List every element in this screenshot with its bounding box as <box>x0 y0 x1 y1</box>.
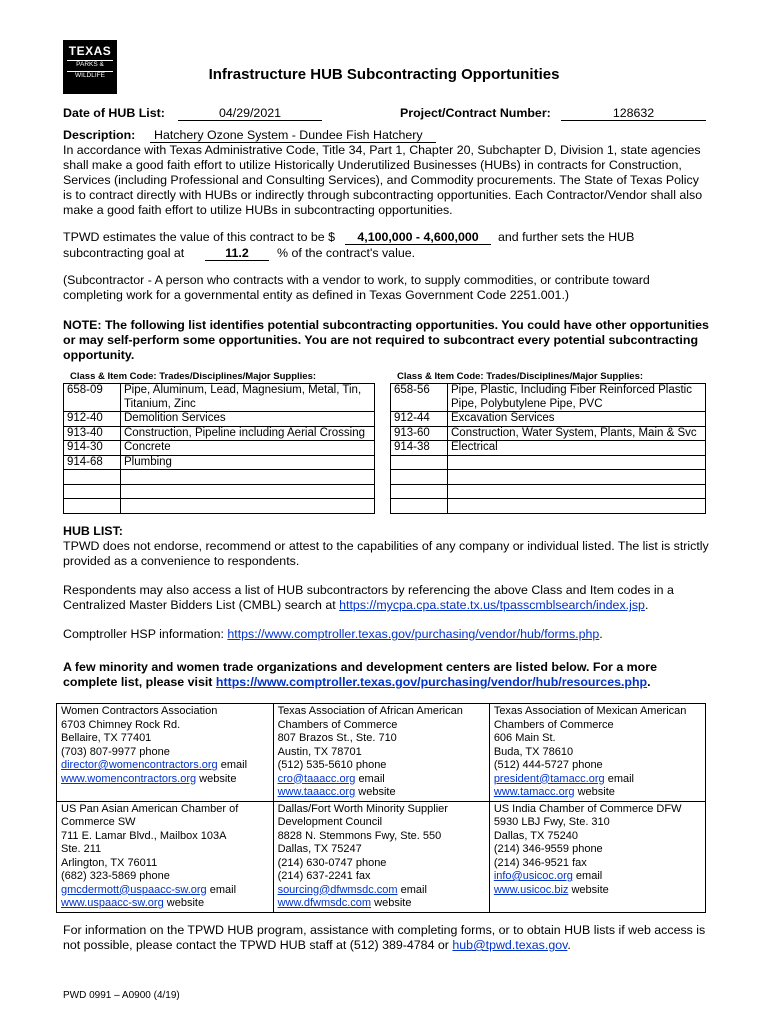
table-row <box>391 412 706 427</box>
org-website-row <box>494 786 701 800</box>
item-description: Excavation Services <box>448 412 706 427</box>
item-description <box>121 470 375 485</box>
org-website-row <box>61 773 269 787</box>
table-row <box>64 384 375 412</box>
item-code: 913-40 <box>64 426 121 441</box>
logo-line-3: WILDLIFE <box>67 71 113 80</box>
hsp-paragraph: Comptroller HSP information: https://www.comptroller.texas.gov/purchasing/vendor/hub/forms.php. <box>63 627 603 641</box>
org-line: (512) 535-5610 phone <box>277 759 387 771</box>
left-table-header: Class & Item Code: Trades/Disciplines/Major Supplies: <box>70 371 317 382</box>
org-website-link[interactable]: www.tamacc.org <box>493 786 575 798</box>
cmbl-link[interactable]: https://mycpa.cpa.state.tx.us/tpasscmblsearch/index.jsp <box>339 598 645 612</box>
website-suffix: website <box>374 897 412 909</box>
org-email-link[interactable]: sourcing@dfwmsdc.com <box>277 883 398 896</box>
email-suffix: email <box>220 759 248 771</box>
item-description <box>448 455 706 470</box>
email-suffix: email <box>400 883 427 896</box>
organization-cell <box>489 704 705 802</box>
table-row <box>391 484 706 499</box>
item-code <box>391 455 448 470</box>
org-email-row <box>278 884 485 898</box>
website-suffix: website <box>199 772 237 785</box>
item-description <box>448 499 706 514</box>
table-row <box>391 470 706 485</box>
org-website-row <box>61 897 269 911</box>
item-code: 658-56 <box>391 384 448 412</box>
organization-cell <box>57 704 274 802</box>
org-email-row <box>494 773 701 787</box>
org-line: Dallas, TX 75240 <box>493 829 578 842</box>
item-code <box>64 499 121 514</box>
resources-link[interactable]: https://www.comptroller.texas.gov/purchasing/vendor/hub/resources.php <box>215 675 648 689</box>
date-value: 04/29/2021 <box>178 106 322 121</box>
table-row <box>64 499 375 514</box>
org-email-row <box>61 884 269 898</box>
email-suffix: email <box>575 870 603 882</box>
org-website-link[interactable]: www.usicoc.biz <box>493 883 569 896</box>
org-email-link[interactable]: president@tamacc.org <box>493 772 605 785</box>
item-description: Construction, Pipeline including Aerial Crossing <box>121 426 375 441</box>
org-line: (214) 346-9559 phone <box>493 843 603 855</box>
organizations-table <box>56 703 706 913</box>
org-website-link[interactable]: www.taaacc.org <box>277 786 356 798</box>
org-line: (682) 323-5869 phone <box>61 870 170 882</box>
item-description: Electrical <box>448 441 706 456</box>
item-code <box>391 499 448 514</box>
organization-cell <box>273 704 489 802</box>
hub-list-heading: HUB LIST: <box>63 524 123 538</box>
estimate-value: 4,100,000 - 4,600,000 <box>345 230 491 245</box>
hsp-label: Comptroller HSP information: <box>63 627 224 641</box>
item-code <box>391 470 448 485</box>
subcontractor-definition: (Subcontractor - A person who contracts with a vendor to work, to supply commodities, or contribute toward completing work for a governmental entity as defined in Texas Government Code 2251.001.) <box>63 273 650 302</box>
right-table-header: Class & Item Code: Trades/Disciplines/Major Supplies: <box>397 371 644 382</box>
org-website-row <box>278 897 485 911</box>
org-line: (703) 807-9977 phone <box>61 745 170 758</box>
org-line: Buda, TX 78610 <box>493 745 574 758</box>
item-code: 912-44 <box>391 412 448 427</box>
org-website-link[interactable]: www.womencontractors.org <box>61 772 197 785</box>
goal-suffix: % of the contract's value. <box>277 246 416 260</box>
org-line: Texas Association of African American Chambers of Commerce <box>277 705 463 731</box>
org-line: Women Contractors Association <box>61 705 218 717</box>
website-suffix: website <box>358 786 396 798</box>
item-description <box>448 484 706 499</box>
table-row <box>64 470 375 485</box>
org-line: Dallas/Fort Worth Minority Supplier Development Council <box>277 802 448 828</box>
item-code: 913-60 <box>391 426 448 441</box>
org-website-row <box>494 884 701 898</box>
org-line: Dallas, TX 75247 <box>277 843 362 855</box>
org-email-row <box>61 759 269 773</box>
item-code: 914-68 <box>64 455 121 470</box>
project-value: 128632 <box>561 106 706 121</box>
org-line: Ste. 211 <box>61 843 102 855</box>
description-value: Hatchery Ozone System - Dundee Fish Hatchery <box>150 128 436 143</box>
logo-line-1: TEXAS <box>68 44 112 58</box>
email-suffix: email <box>358 772 385 785</box>
org-email-row <box>278 773 485 787</box>
website-suffix: website <box>577 786 615 798</box>
org-line: Texas Association of Mexican American Chambers of Commerce <box>493 705 687 731</box>
item-code <box>391 484 448 499</box>
form-number: PWD 0991 – A0900 (4/19) <box>63 990 180 1001</box>
org-website-link[interactable]: www.uspaacc-sw.org <box>61 897 164 909</box>
email-suffix: email <box>209 883 237 896</box>
logo-line-2: PARKS & <box>67 60 113 69</box>
cmbl-paragraph: Respondents may also access a list of HUB subcontractors by referencing the above Class and Item codes in a Centralized Master Bidders List (CMBL) search at https://mycpa.cpa.state.tx.us/tpasscmblsearch/index.jsp. <box>63 583 674 612</box>
org-line: 711 E. Lamar Blvd., Mailbox 103A <box>61 829 227 842</box>
contact-paragraph: For information on the TPWD HUB program, assistance with completing forms, or to obtain HUB lists if web access is not possible, please contact the TPWD HUB staff at (512) 389-4784 or hub@tpwd.texas.gov. <box>63 923 706 952</box>
org-email-link[interactable]: gmcdermott@uspaacc-sw.org <box>61 883 207 896</box>
table-row <box>391 384 706 412</box>
organization-cell <box>489 801 705 912</box>
orgs-intro-text: A few minority and women trade organizations and development centers are listed below. For a more complete list, please visit <box>63 660 657 689</box>
date-label: Date of HUB List: <box>63 106 165 120</box>
intro-paragraph: In accordance with Texas Administrative Code, Title 34, Part 1, Chapter 20, Subchapter D, Division 1, state agencies shall make a good faith effort to utilize Historically Underutilized Businesses (HUBs) in contracts for Construction, Services (including Professional and Consulting Services), and Commodity procurements. The State of Texas Policy is to contract directly with HUBs or indirectly through subcontracting opportunities. Each Contractor/Vendor shall also make a good faith effort to utilize HUBs in subcontracting opportunities. <box>63 143 703 217</box>
item-description: Construction, Water System, Plants, Main & Svc <box>448 426 706 441</box>
estimate-middle: and further sets the HUB <box>498 230 635 244</box>
hsp-link[interactable]: https://www.comptroller.texas.gov/purchasing/vendor/hub/forms.php <box>227 627 600 641</box>
org-line: Bellaire, TX 77401 <box>61 732 152 744</box>
org-line: 606 Main St. <box>493 732 556 744</box>
org-line: (512) 444-5727 phone <box>493 759 603 771</box>
org-line: US Pan Asian American Chamber of Commerce SW <box>61 802 239 828</box>
website-suffix: website <box>166 897 205 909</box>
table-row <box>64 426 375 441</box>
item-description: Pipe, Plastic, Including Fiber Reinforced Plastic Pipe, Polybutylene Pipe, PVC <box>448 384 706 412</box>
item-code: 914-38 <box>391 441 448 456</box>
item-code <box>64 470 121 485</box>
note-paragraph: NOTE: The following list identifies potential subcontracting opportunities. You could have other opportunities or may self-perform some opportunities. You are not required to subcontract every potential subcontracting opportunity. <box>63 318 709 362</box>
website-suffix: website <box>571 883 609 896</box>
right-items-table <box>390 383 706 514</box>
org-website-row <box>278 786 485 800</box>
organization-cell <box>57 801 274 912</box>
orgs-intro: A few minority and women trade organizations and development centers are listed below. For a more complete list, please visit https://www.comptroller.texas.gov/purchasing/vendor/hub/resources.php. <box>63 660 657 689</box>
estimate-prefix: TPWD estimates the value of this contract to be $ <box>63 230 336 244</box>
table-row <box>391 426 706 441</box>
cmbl-text: Respondents may also access a list of HUB subcontractors by referencing the above Class and Item codes in a Centralized Master Bidders List (CMBL) search at <box>63 583 674 612</box>
page-title: Infrastructure HUB Subcontracting Opportunities <box>208 66 560 83</box>
table-row <box>391 455 706 470</box>
org-line: Austin, TX 78701 <box>277 745 362 758</box>
org-website-link[interactable]: www.dfwmsdc.com <box>277 897 372 909</box>
org-line: 6703 Chimney Rock Rd. <box>61 718 181 731</box>
org-line: (214) 346-9521 fax <box>493 856 587 869</box>
description-label: Description: <box>63 128 136 142</box>
org-line: 807 Brazos St., Ste. 710 <box>277 732 397 744</box>
org-line: Arlington, TX 76011 <box>61 856 158 869</box>
item-description: Demolition Services <box>121 412 375 427</box>
project-label: Project/Contract Number: <box>400 106 551 120</box>
table-row <box>391 441 706 456</box>
item-description: Pipe, Aluminum, Lead, Magnesium, Metal, Tin, Titanium, Zinc <box>121 384 375 412</box>
table-row <box>64 455 375 470</box>
item-code <box>64 484 121 499</box>
org-line: (214) 630-0747 phone <box>277 856 387 869</box>
contact-text: For information on the TPWD HUB program, assistance with completing forms, or to obtain HUB lists if web access is not possible, please contact the TPWD HUB staff at (512) 389-4784 or <box>63 923 706 952</box>
item-description: Concrete <box>121 441 375 456</box>
hub-list-text: TPWD does not endorse, recommend or attest to the capabilities of any company or individual listed. The list is strictly provided as a convenience to respondents. <box>63 539 709 568</box>
organization-cell <box>273 801 489 912</box>
org-line: (214) 637-2241 fax <box>277 870 371 882</box>
item-description <box>121 499 375 514</box>
org-email-link[interactable]: director@womencontractors.org <box>61 759 218 771</box>
item-description <box>448 470 706 485</box>
table-row <box>57 704 706 802</box>
org-email-link[interactable]: info@usicoc.org <box>493 870 573 882</box>
contact-email-link[interactable]: hub@tpwd.texas.gov <box>452 938 568 952</box>
goal-value: 11.2 <box>205 246 269 261</box>
item-code: 912-40 <box>64 412 121 427</box>
org-line: 8828 N. Stemmons Fwy, Ste. 550 <box>277 829 442 842</box>
table-row <box>64 412 375 427</box>
table-row <box>64 441 375 456</box>
email-suffix: email <box>607 772 634 785</box>
org-line: 5930 LBJ Fwy, Ste. 310 <box>493 816 610 828</box>
item-description <box>121 484 375 499</box>
item-code: 914-30 <box>64 441 121 456</box>
item-description: Plumbing <box>121 455 375 470</box>
table-row <box>391 499 706 514</box>
table-row <box>64 484 375 499</box>
org-email-row <box>494 870 701 884</box>
org-line: US India Chamber of Commerce DFW <box>493 802 682 815</box>
left-items-table <box>63 383 375 514</box>
org-email-link[interactable]: cro@taaacc.org <box>277 772 356 785</box>
goal-prefix: subcontracting goal at <box>63 246 185 260</box>
table-row <box>57 801 706 912</box>
item-code: 658-09 <box>64 384 121 412</box>
